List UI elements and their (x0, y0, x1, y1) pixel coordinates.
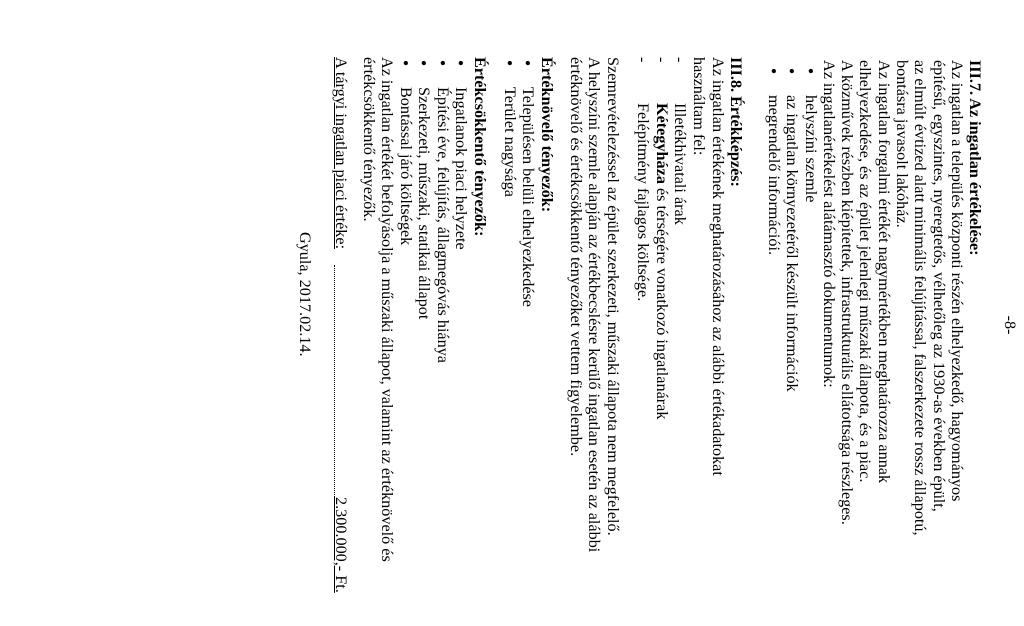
text-line: Szemrevételezéssel az épület szerkezeti, műszaki állapota nem megfelelő. (604, 57, 622, 536)
dash-item-text: Felépítmény fajlagos költsége. (634, 103, 652, 302)
text-line: Az ingatlan értékének meghatározásához az alábbi értékadatokat (709, 57, 727, 476)
dash-item (653, 103, 671, 419)
bullet-item: ● Bontással járó költségek (397, 87, 415, 245)
bullet-item: ● megrendelő információi. (765, 95, 783, 255)
text-line: az elmúlt évtized alatt minimális felújítással, falszerkezete rossz állapotú, (911, 60, 929, 536)
bullet-item: ● az ingatlan környezetéről készült információk (783, 95, 801, 392)
increase-factors-heading: Értéknövelő tényezők: (538, 57, 556, 213)
section-heading-value-formation: III.8. Értékképzés: (727, 57, 745, 187)
bullet-item: ● Ingatlanok piaci helyzete (452, 87, 470, 250)
text-line: bontásra javasolt lakóház. (893, 60, 911, 228)
section-heading-valuation: III.7. Az ingatlan értékelése: (966, 60, 984, 256)
dash-item-bold: Kétegyháza (653, 103, 671, 184)
place-date: Gyula, 2017.02.14. (296, 232, 314, 357)
text-line: Az ingatlan a település központi részén elhelyezkedő, hagyományos (948, 60, 966, 502)
text-line: értékcsökkentő tényezők. (360, 57, 378, 222)
market-value-label: A tárgyi ingatlan piaci értéke: (332, 57, 350, 250)
text-line: A közművek részben kiépítettek, infrastrukturális ellátottsága részleges. (838, 60, 856, 525)
market-value-amount: 2.300.000,- Ft. (332, 497, 350, 593)
bullet-item: ● Építési éve, felújítás, állagmegóvás hiánya (434, 87, 452, 363)
decrease-factors-heading: Értékcsökkentő tényezők: (471, 57, 489, 237)
text-line: Az ingatlanértékelést alátámasztó dokumentumok: (820, 60, 838, 388)
dash-item (634, 103, 652, 301)
text-line: építésű, egyszintes, nyeregtetős, vélhetőleg az 1930-as években épült, (930, 60, 948, 512)
bullet-item: ● Szerkezeti, műszaki, statikai állapot (415, 87, 433, 319)
text-line: használtam fel: (690, 57, 708, 156)
bullet-item: ● Településen belüli elhelyezkedése (519, 87, 537, 307)
text-line: A helyszíni szemle alapján az értékbecslésre kerülő ingatlan esetén az alábbi (585, 57, 603, 553)
page-number: -8- (1001, 315, 1019, 335)
text-line: elhelyezkedése, és az épület jelenlegi műszaki állapota, és a piac. (856, 60, 874, 483)
dash-item-text: Illetékhivatali árak (671, 103, 689, 225)
dash-item-text: és térségére vonatkozó ingatlanárak (653, 183, 671, 420)
bullet-item: ● helyszíni szemle (802, 95, 820, 202)
text-line: Az ingatlan forgalmi értékét nagymértékben meghatározza annak (875, 60, 893, 484)
text-line: Az ingatlan értékét befolyásolja a műszaki állapot, valamint az értéknövelő és (378, 57, 396, 562)
dash-item (671, 103, 689, 225)
bullet-item: ● Terület nagysága (501, 87, 519, 197)
text-line: értéknövelő és értékcsökkentő tényezőket vettem figyelembe. (567, 57, 585, 457)
